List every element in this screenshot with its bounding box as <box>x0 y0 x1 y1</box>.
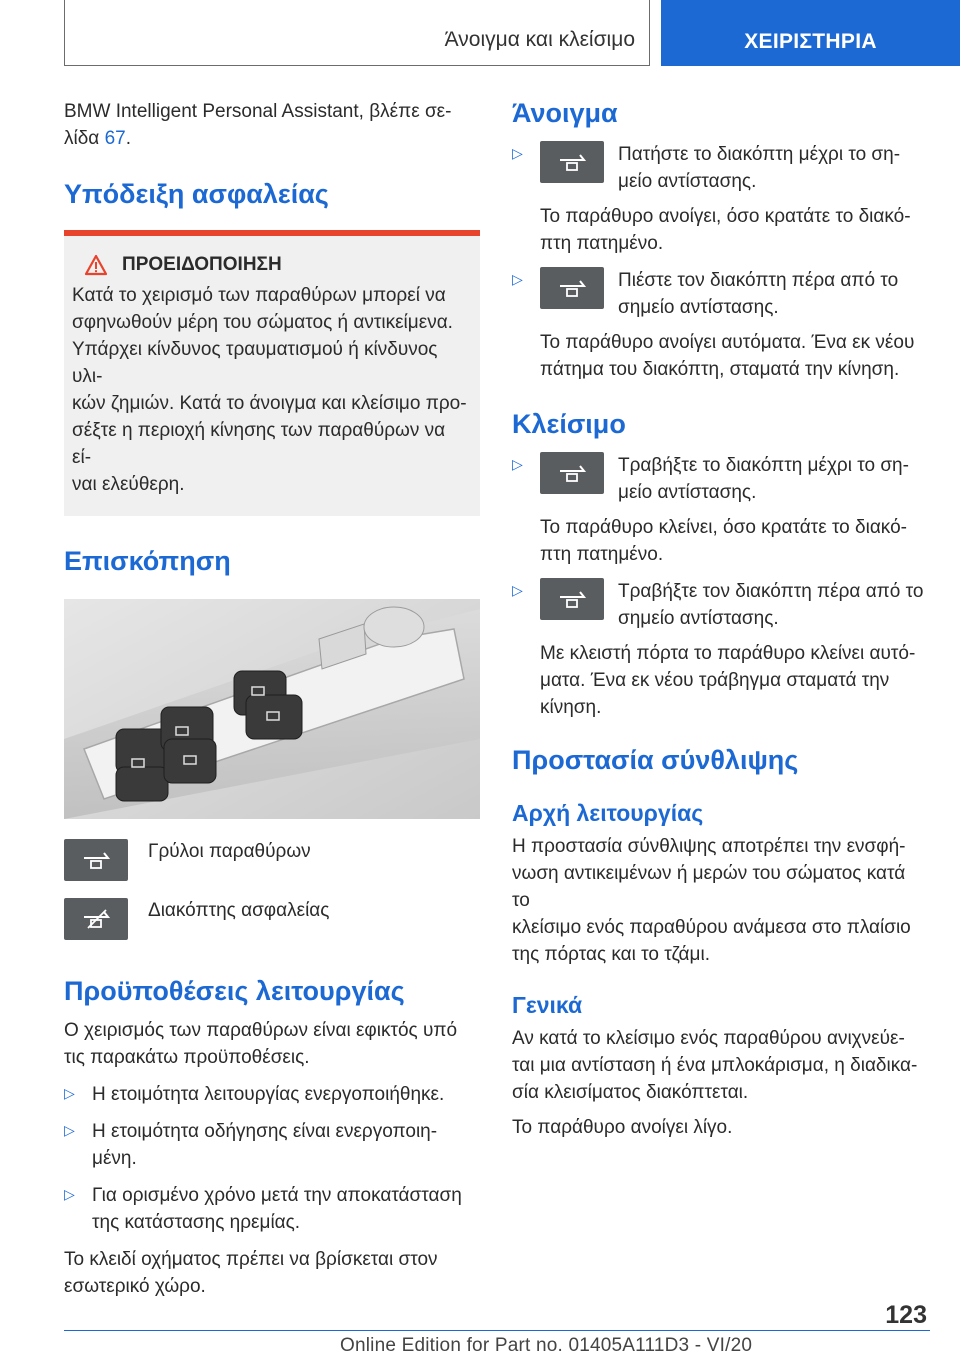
pinch-heading: Προστασία σύνθλιψης <box>512 745 799 775</box>
legend-label: Γρύλοι παραθύρων <box>148 841 311 862</box>
window-switch-icon <box>540 267 604 309</box>
window-switch-icon <box>540 578 604 620</box>
safety-heading: Υπόδειξη ασφαλείας <box>64 179 329 209</box>
bullet-triangle-icon: ▷ <box>64 1085 75 1101</box>
open-step-2-result: Το παράθυρο ανοίγει αυτόματα. Ένα εκ νέου πάτημα του διακόπτη, σταματά την κίνηση. <box>540 332 915 380</box>
intro-text: BMW Intelligent Personal Assistant, βλέπε σε- λίδα 67. <box>64 101 452 149</box>
close-heading: Κλείσιμο <box>512 409 626 439</box>
requirements-intro: Ο χειρισμός των παραθύρων είναι εφικτός υπό τις παρακάτω προϋποθέσεις. <box>64 1020 458 1068</box>
requirement-item: ▷ Η ετοιμότητα οδήγησης είναι ενεργοποιη- μένη. <box>64 1118 480 1172</box>
bullet-triangle-icon: ▷ <box>512 145 523 161</box>
chapter-tab[interactable] <box>661 0 960 66</box>
general-text: Αν κατά το κλείσιμο ενός παραθύρου ανιχνεύε- ται μια αντίσταση ή ένα μπλοκάρισμα, η διαδικα- σία κλεισίματος διακόπτεται. <box>512 1028 918 1103</box>
open-step-1-result: Το παράθυρο ανοίγει, όσο κρατάτε το διακό- πτη πατημένο. <box>540 206 911 254</box>
bullet-triangle-icon: ▷ <box>512 582 523 598</box>
requirement-item: ▷ Για ορισμένο χρόνο μετά την αποκατάσταση της κατάστασης ηρεμίας. <box>64 1182 480 1236</box>
footer-rule <box>64 1330 930 1331</box>
header-section-title: Άνοιγμα και κλείσιμο <box>444 28 635 51</box>
warning-text: Κατά το χειρισμό των παραθύρων μπορεί να σφηνωθούν μέρη του σώματος ή αντικείμενα. Υπάρχει κίνδυνος τραυματισμού ή κίνδυνος υλι- κών ζημιών. Κατά το άνοιγμα και κλείσιμο προ- σέξτε η περιοχή κίνησης των παραθύρων να εί- ναι ελεύθερη. <box>72 285 467 495</box>
window-switch-icon <box>64 839 128 881</box>
window-switches-photo <box>64 599 480 819</box>
overview-heading: Επισκόπηση <box>64 546 231 576</box>
safety-switch-icon <box>64 898 128 940</box>
header-section-box <box>64 0 650 66</box>
open-heading: Άνοιγμα <box>512 98 618 128</box>
general-text-2: Το παράθυρο ανοίγει λίγο. <box>512 1117 733 1138</box>
legend-item-safety-switch <box>64 898 480 940</box>
open-step-2: ▷ Πιέστε τον διακόπτη πέρα από το σημείο αντίστασης. <box>512 267 928 321</box>
close-step-2: ▷ Τραβήξτε τον διακόπτη πέρα από το σημείο αντίστασης. <box>512 578 928 632</box>
warning-title: ΠΡΟΕΙΔΟΠΟΙΗΣΗ <box>122 254 282 275</box>
page-link[interactable]: 67 <box>104 128 126 149</box>
close-step-1: ▷ Τραβήξτε το διακόπτη μέχρι το ση- μείο αντίστασης. <box>512 452 928 506</box>
close-step-2-result: Με κλειστή πόρτα το παράθυρο κλείνει αυτό- ματα. Ένα εκ νέου τράβηγμα σταματά την κίνηση. <box>540 643 916 718</box>
bullet-triangle-icon: ▷ <box>512 456 523 472</box>
legend-label: Διακόπτης ασφαλείας <box>148 900 330 921</box>
left-column <box>64 98 480 1300</box>
legend-item-window-switch <box>64 839 480 881</box>
bullet-triangle-icon: ▷ <box>512 271 523 287</box>
bullet-triangle-icon: ▷ <box>64 1122 75 1138</box>
requirement-item: ▷ Η ετοιμότητα λειτουργίας ενεργοποιήθηκε. <box>64 1081 480 1108</box>
requirements-heading: Προϋποθέσεις λειτουργίας <box>64 976 405 1006</box>
requirements-outro: Το κλειδί οχήματος πρέπει να βρίσκεται στον εσωτερικό χώρο. <box>64 1249 438 1297</box>
open-step-1: ▷ Πατήστε το διακόπτη μέχρι το ση- μείο αντίστασης. <box>512 141 928 195</box>
principle-heading: Αρχή λειτουργίας <box>512 800 704 826</box>
right-column <box>512 98 928 1141</box>
window-switch-icon <box>540 141 604 183</box>
chapter-tab-label: ΧΕΙΡΙΣΤΗΡΙΑ <box>744 30 877 53</box>
page-number: 123 <box>885 1301 927 1329</box>
general-heading: Γενικά <box>512 992 583 1018</box>
footer-edition: Online Edition for Part no. 01405A111D3 - VI/20 <box>340 1335 753 1356</box>
warning-box <box>64 230 480 516</box>
bullet-triangle-icon: ▷ <box>64 1186 75 1202</box>
warning-triangle-icon <box>84 254 108 276</box>
principle-text: Η προστασία σύνθλιψης αποτρέπει την ενσφή- νωση αντικειμένων ή μερών του σώματος κατά το κλείσιμο ενός παραθύρου ανάμεσα στο πλαίσιο της πόρτας και το τζάμι. <box>512 836 911 965</box>
window-switch-icon <box>540 452 604 494</box>
close-step-1-result: Το παράθυρο κλείνει, όσο κρατάτε το διακό- πτη πατημένο. <box>540 517 907 565</box>
